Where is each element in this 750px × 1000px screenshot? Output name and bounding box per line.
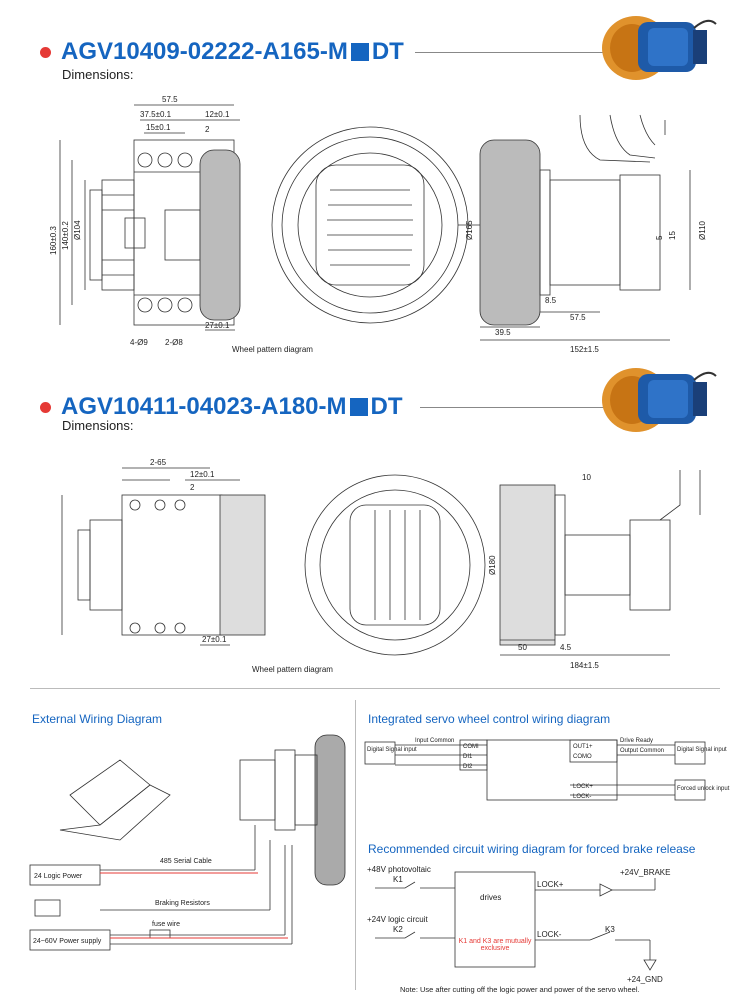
svg-text:LOCK+: LOCK+: [573, 784, 593, 790]
svg-text:24~60V Power supply: 24~60V Power supply: [33, 938, 102, 945]
svg-text:Note: Use after cutting off th: Note: Use after cutting off the logic power and power of the servo wheel.: [400, 985, 640, 994]
brake-circuit-title: Recommended circuit wiring diagram for forced brake release: [368, 842, 696, 856]
svg-text:COMO: COMO: [573, 754, 592, 760]
svg-text:OUT1+: OUT1+: [573, 744, 593, 750]
brake-circuit-diagram: [365, 860, 720, 995]
svg-text:27±0.1: 27±0.1: [202, 635, 227, 644]
svg-text:15: 15: [668, 231, 677, 240]
svg-text:140±0.2: 140±0.2: [61, 221, 70, 250]
square-icon: [351, 43, 369, 61]
svg-text:Ø104: Ø104: [73, 220, 82, 240]
section2-title-b: DT: [370, 393, 403, 420]
section2-drawing: [40, 450, 720, 675]
svg-text:57.5: 57.5: [162, 95, 178, 104]
divider-vertical: [355, 700, 356, 990]
section2-title: [40, 393, 403, 421]
svg-text:2-Ø8: 2-Ø8: [165, 338, 183, 347]
svg-text:152±1.5: 152±1.5: [570, 345, 599, 354]
bullet-icon: [40, 47, 51, 58]
divider-horizontal: [30, 688, 720, 689]
section1-rule: [415, 52, 620, 53]
servo-wiring-title: Integrated servo wheel control wiring diagram: [368, 712, 611, 726]
section1-title-a: AGV10409-02222-A165-M: [61, 38, 348, 65]
svg-text:DI2: DI2: [463, 764, 473, 770]
svg-text:12±0.1: 12±0.1: [190, 470, 215, 479]
svg-text:Digital Signal input: Digital Signal input: [677, 747, 727, 753]
svg-text:K3: K3: [605, 925, 615, 934]
svg-text:Braking Resistors: Braking Resistors: [155, 900, 210, 907]
svg-text:Forced unlock input: Forced unlock input: [677, 786, 730, 792]
svg-text:184±1.5: 184±1.5: [570, 661, 599, 670]
svg-text:Wheel pattern diagram: Wheel pattern diagram: [252, 665, 333, 674]
section2-title-a: AGV10411-04023-A180-M: [61, 393, 347, 420]
svg-text:LOCK-: LOCK-: [573, 794, 592, 800]
svg-text:Ø110: Ø110: [698, 221, 707, 240]
bullet-icon: [40, 402, 51, 413]
svg-text:fuse wire: fuse wire: [152, 921, 181, 928]
svg-text:57.5: 57.5: [570, 313, 586, 322]
svg-text:8.5: 8.5: [545, 296, 557, 305]
svg-text:Ø165: Ø165: [465, 220, 474, 240]
svg-text:drives: drives: [480, 893, 502, 902]
svg-text:37.5±0.1: 37.5±0.1: [140, 110, 172, 119]
svg-text:Digital Signal input: Digital Signal input: [367, 747, 417, 753]
section1-title-b: DT: [371, 38, 404, 65]
svg-text:10: 10: [582, 473, 591, 482]
section2-subtitle: Dimensions:: [62, 418, 134, 433]
svg-text:LOCK-: LOCK-: [537, 930, 562, 939]
section1-subtitle: Dimensions:: [62, 67, 134, 82]
svg-text:+24V logic circuit: +24V logic circuit: [367, 915, 428, 924]
svg-text:Drive Ready: Drive Ready: [620, 738, 654, 744]
svg-text:15±0.1: 15±0.1: [146, 123, 171, 132]
section1-title: [40, 38, 404, 66]
svg-text:LOCK+: LOCK+: [537, 880, 564, 889]
svg-text:27±0.1: 27±0.1: [205, 321, 230, 330]
svg-text:Wheel pattern diagram: Wheel pattern diagram: [232, 345, 313, 354]
svg-text:Ø180: Ø180: [488, 555, 497, 575]
svg-text:Output Common: Output Common: [620, 748, 665, 754]
svg-text:2: 2: [205, 125, 210, 134]
svg-text:485 Serial Cable: 485 Serial Cable: [160, 858, 212, 865]
svg-text:24 Logic Power: 24 Logic Power: [34, 873, 83, 880]
svg-text:50: 50: [518, 643, 527, 652]
svg-text:+24_GND: +24_GND: [627, 975, 663, 984]
svg-text:DI1: DI1: [463, 754, 473, 760]
svg-text:4-Ø9: 4-Ø9: [130, 338, 148, 347]
square-icon: [350, 398, 368, 416]
svg-text:2: 2: [190, 483, 195, 492]
svg-text:K1: K1: [393, 875, 403, 884]
external-wiring-title: External Wiring Diagram: [32, 712, 163, 726]
svg-text:COMI: COMI: [463, 744, 479, 750]
external-wiring-diagram: [30, 730, 350, 990]
section2-rule: [420, 407, 620, 408]
svg-text:+48V photovoltaic: +48V photovoltaic: [367, 865, 431, 874]
product-photo-2: [598, 362, 720, 434]
servo-wiring-diagram: [365, 730, 730, 810]
section1-drawing: [40, 90, 720, 360]
svg-text:160±0.3: 160±0.3: [49, 226, 58, 255]
svg-text:K2: K2: [393, 925, 403, 934]
svg-text:5: 5: [655, 235, 664, 240]
svg-text:Input Common: Input Common: [415, 738, 455, 744]
exclusive-note: K1 and K3 are mutually exclusive: [458, 938, 532, 952]
svg-text:4.5: 4.5: [560, 643, 572, 652]
svg-text:2-65: 2-65: [150, 458, 167, 467]
product-photo-1: [598, 10, 720, 82]
svg-text:39.5: 39.5: [495, 328, 511, 337]
svg-text:+24V_BRAKE: +24V_BRAKE: [620, 868, 671, 877]
svg-text:12±0.1: 12±0.1: [205, 110, 230, 119]
